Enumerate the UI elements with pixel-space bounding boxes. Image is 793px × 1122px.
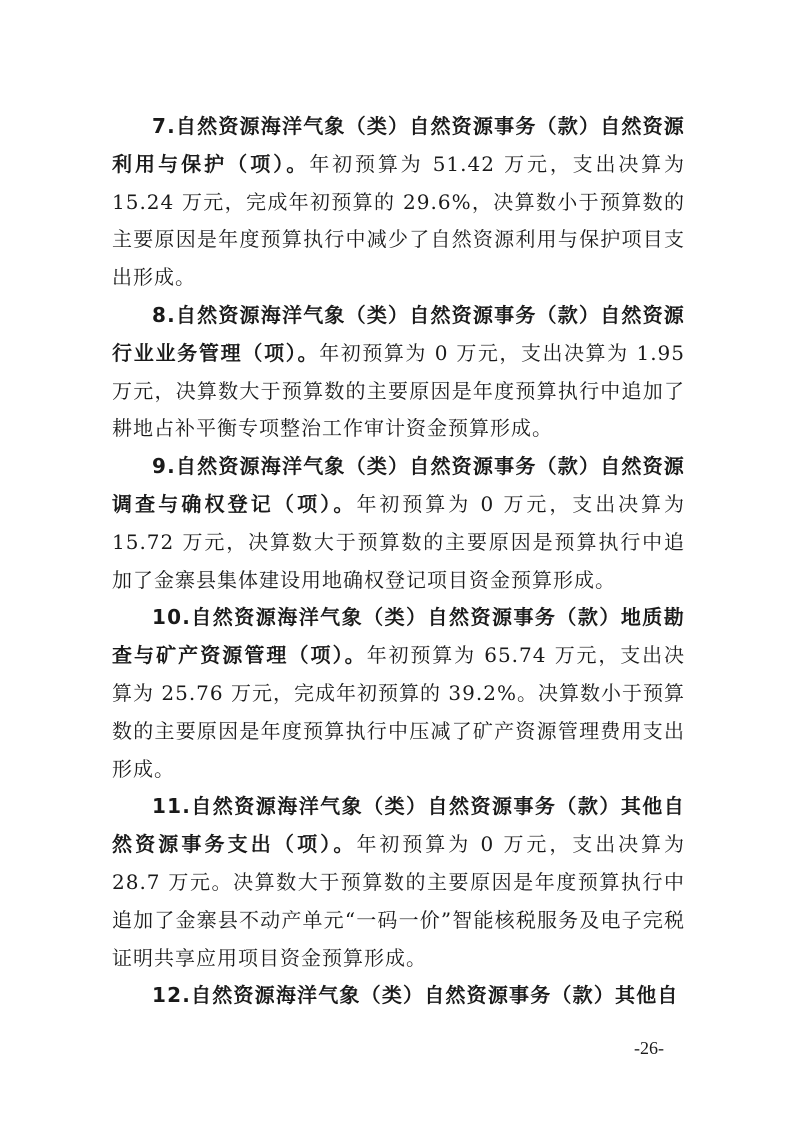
paragraph-12 (112, 977, 685, 1015)
paragraph-8 (112, 297, 685, 448)
paragraph-text: 年初预算为 51.42 万元，支出决算为 15.24 万元，完成年初预算的 29.6%，决算数小于预算数的主要原因是年度预算执行中减少了自然资源利用与保护项目支出形成。 (112, 151, 685, 290)
paragraph-text: 年初预算为 0 万元，支出决算为 28.7 万元。决算数大于预算数的主要原因是年度预算执行中追加了金寨县不动产单元“一码一价”智能核税服务及电子完税证明共享应用项目资金预算形成。 (112, 832, 685, 970)
document-body (112, 108, 685, 1015)
paragraph-heading: 7.自然资源海洋气象（类）自然资源事务（款）自然资源利用与保护（项）。 (112, 114, 685, 176)
paragraph-7 (112, 108, 685, 297)
paragraph-text: 年初预算为 0 万元，支出决算为 1.95 万元，决算数大于预算数的主要原因是年度预算执行中追加了耕地占补平衡专项整治工作审计资金预算形成。 (112, 340, 686, 441)
paragraph-heading: 8.自然资源海洋气象（类）自然资源事务（款）自然资源行业业务管理（项）。 (112, 302, 685, 365)
paragraph-heading: 10.自然资源海洋气象（类）自然资源事务（款）地质勘查与矿产资源管理（项）。 (112, 605, 685, 668)
paragraph-heading: 12.自然资源海洋气象（类）自然资源事务（款）其他自 (152, 983, 679, 1008)
page-number-text: -26- (634, 1038, 664, 1058)
paragraph-heading: 9.自然资源海洋气象（类）自然资源事务（款）自然资源调查与确权登记（项）。 (112, 454, 685, 516)
paragraph-text: 年初预算为 65.74 万元，支出决算为 25.76 万元，完成年初预算的 39.2%。决算数小于预算数的主要原因是年度预算执行中压减了矿产资源管理费用支出形成。 (112, 643, 685, 781)
paragraph-9 (112, 448, 685, 599)
paragraph-11 (112, 788, 685, 977)
paragraph-10 (112, 599, 685, 788)
paragraph-heading: 11.自然资源海洋气象（类）自然资源事务（款）其他自然资源事务支出（项）。 (112, 794, 685, 857)
paragraph-text: 年初预算为 0 万元，支出决算为 15.72 万元，决算数大于预算数的主要原因是预算执行中追加了金寨县集体建设用地确权登记项目资金预算形成。 (112, 491, 685, 592)
